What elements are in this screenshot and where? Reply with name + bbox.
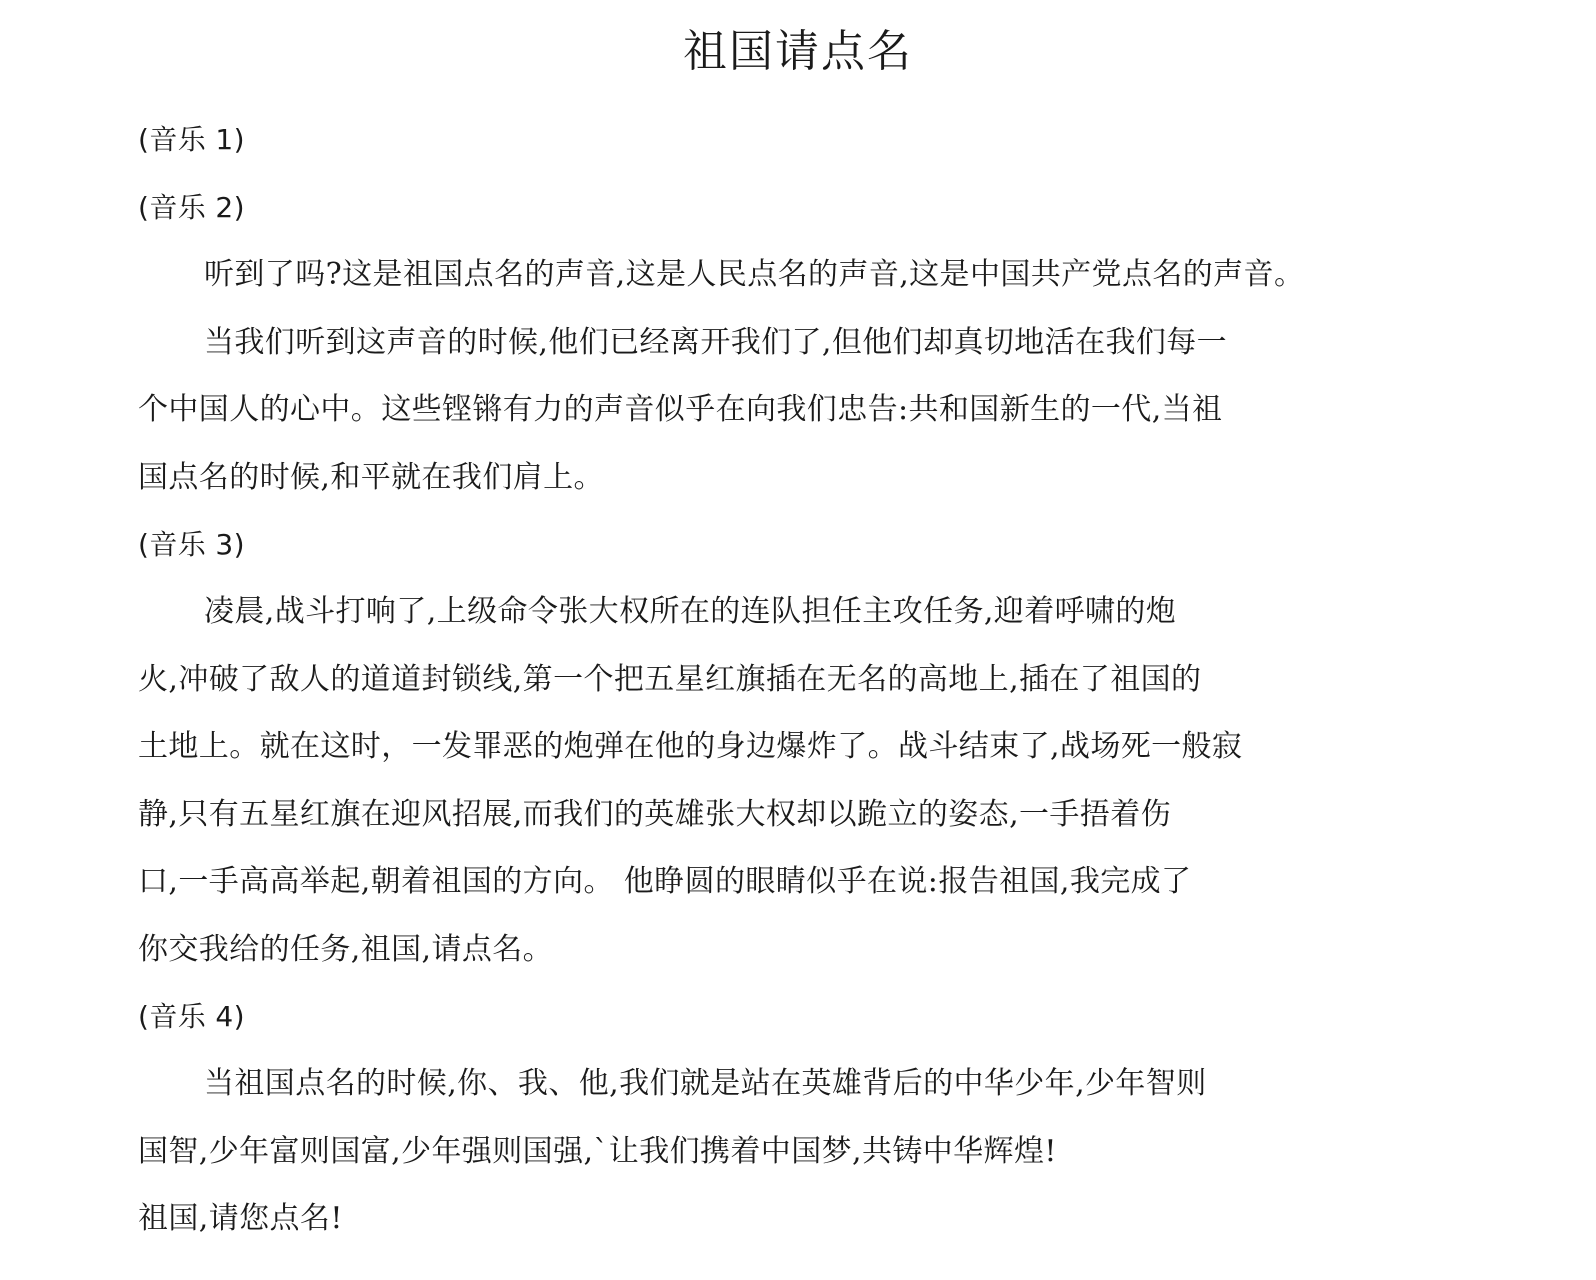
paragraph-line: 当我们听到这声音的时候,他们已经离开我们了,但他们却真切地活在我们每一 — [204, 325, 1228, 360]
paragraph-line: 土地上。就在这时，一发罪恶的炮弹在他的身边爆炸了。战斗结束了,战场死一般寂 — [138, 729, 1243, 764]
paragraph-line: 火,冲破了敌人的道道封锁线,第一个把五星红旗插在无名的高地上,插在了祖国的 — [138, 662, 1202, 697]
paragraph-line: 口,一手高高举起,朝着祖国的方向。 他睁圆的眼睛似乎在说:报告祖国,我完成了 — [138, 864, 1192, 899]
music-cue-1: (音乐 1) — [138, 123, 245, 156]
music-cue-2: (音乐 2) — [138, 191, 245, 224]
paragraph-line: 凌晨,战斗打响了,上级命令张大权所在的连队担任主攻任务,迎着呼啸的炮 — [204, 594, 1177, 629]
paragraph-line: 国点名的时候,和平就在我们肩上。 — [138, 460, 604, 495]
music-cue-3: (音乐 3) — [138, 528, 245, 561]
paragraph-line: 国智,少年富则国富,少年强则国强,`让我们携着中国梦,共铸中华辉煌! — [138, 1134, 1057, 1169]
document-title: 祖国请点名 — [683, 26, 913, 77]
paragraph-line: 你交我给的任务,祖国,请点名。 — [138, 932, 554, 967]
paragraph-line: 当祖国点名的时候,你、我、他,我们就是站在英雄背后的中华少年,少年智则 — [204, 1066, 1207, 1101]
paragraph-line: 个中国人的心中。这些铿锵有力的声音似乎在向我们忠告:共和国新生的一代,当祖 — [138, 392, 1223, 427]
paragraph-line: 静,只有五星红旗在迎风招展,而我们的英雄张大权却以跪立的姿态,一手捂着伤 — [138, 797, 1172, 832]
paragraph-line: 听到了吗?这是祖国点名的声音,这是人民点名的声音,这是中国共产党点名的声音。 — [204, 257, 1305, 292]
closing-line: 祖国,请您点名! — [138, 1201, 343, 1236]
music-cue-4: (音乐 4) — [138, 1000, 245, 1033]
